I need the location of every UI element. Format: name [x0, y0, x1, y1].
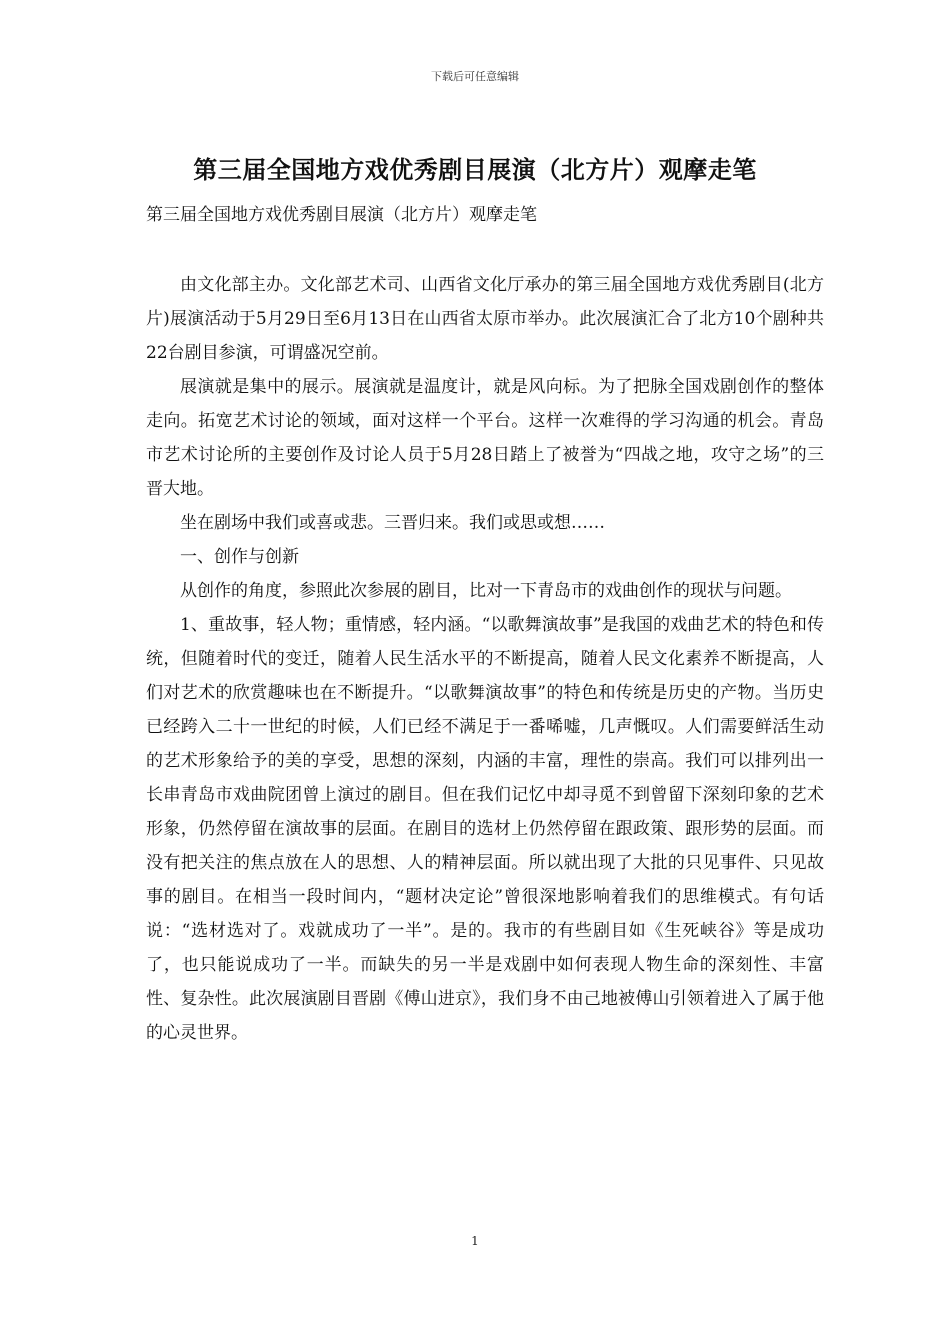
document-subtitle: 第三届全国地方戏优秀剧目展演（北方片）观摩走笔	[146, 205, 537, 225]
paragraph: 1、重故事，轻人物；重情感，轻内涵。“以歌舞演故事”是我国的戏曲艺术的特色和传统，但随着时代的变迁，随着人民生活水平的不断提高，随着人民文化素养不断提高，人们对艺术的欣赏趣味也在不断提升。“以歌舞演故事”的特色和传统是历史的产物。当历史已经跨入二十一世纪的时候，人们已经不满足于一番唏嘘，几声慨叹。人们需要鲜活生动的艺术形象给予的美的享受，思想的深刻，内涵的丰富，理性的崇高。我们可以排列出一长串青岛市戏曲院团曾上演过的剧目。但在我们记忆中却寻觅不到曾留下深刻印象的艺术形象，仍然停留在演故事的层面。在剧目的选材上仍然停留在跟政策、跟形势的层面。而没有把关注的焦点放在人的思想、人的精神层面。所以就出现了大批的只见事件、只见故事的剧目。在相当一段时间内，“题材决定论”曾很深地影响着我们的思维模式。有句话说：“选材选对了。戏就成功了一半”。是的。我市的有些剧目如《生死峡谷》等是成功了，也只能说成功了一半。而缺失的另一半是戏剧中如何表现人物生命的深刻性、丰富性、复杂性。此次展演剧目晋剧《傅山进京》，我们身不由己地被傅山引领着进入了属于他的心灵世界。	[146, 615, 824, 1043]
paragraph: 坐在剧场中我们或喜或悲。三晋归来。我们或思或想……	[180, 513, 605, 533]
document-title: 第三届全国地方戏优秀剧目展演（北方片）观摩走笔	[193, 156, 757, 184]
page-number: 1	[471, 1234, 479, 1248]
paragraph: 从创作的角度，参照此次参展的剧目，比对一下青岛市的戏曲创作的现状与问题。	[180, 581, 792, 601]
paragraph: 展演就是集中的展示。展演就是温度计，就是风向标。为了把脉全国戏剧创作的整体走向。拓宽艺术讨论的领域，面对这样一个平台。这样一次难得的学习沟通的机会。青岛市艺术讨论所的主要创作及讨论人员于5月28日踏上了被誉为“四战之地，攻守之场”的三晋大地。	[146, 377, 824, 499]
paragraph: 由文化部主办。文化部艺术司、山西省文化厅承办的第三届全国地方戏优秀剧目(北方片)展演活动于5月29日至6月13日在山西省太原市举办。此次展演汇合了北方10个剧种共22台剧目参演，可谓盛况空前。	[146, 275, 824, 363]
document-body	[146, 268, 824, 1050]
section-heading: 一、创作与创新	[180, 547, 299, 567]
header-note: 下载后可任意编辑	[431, 70, 519, 83]
